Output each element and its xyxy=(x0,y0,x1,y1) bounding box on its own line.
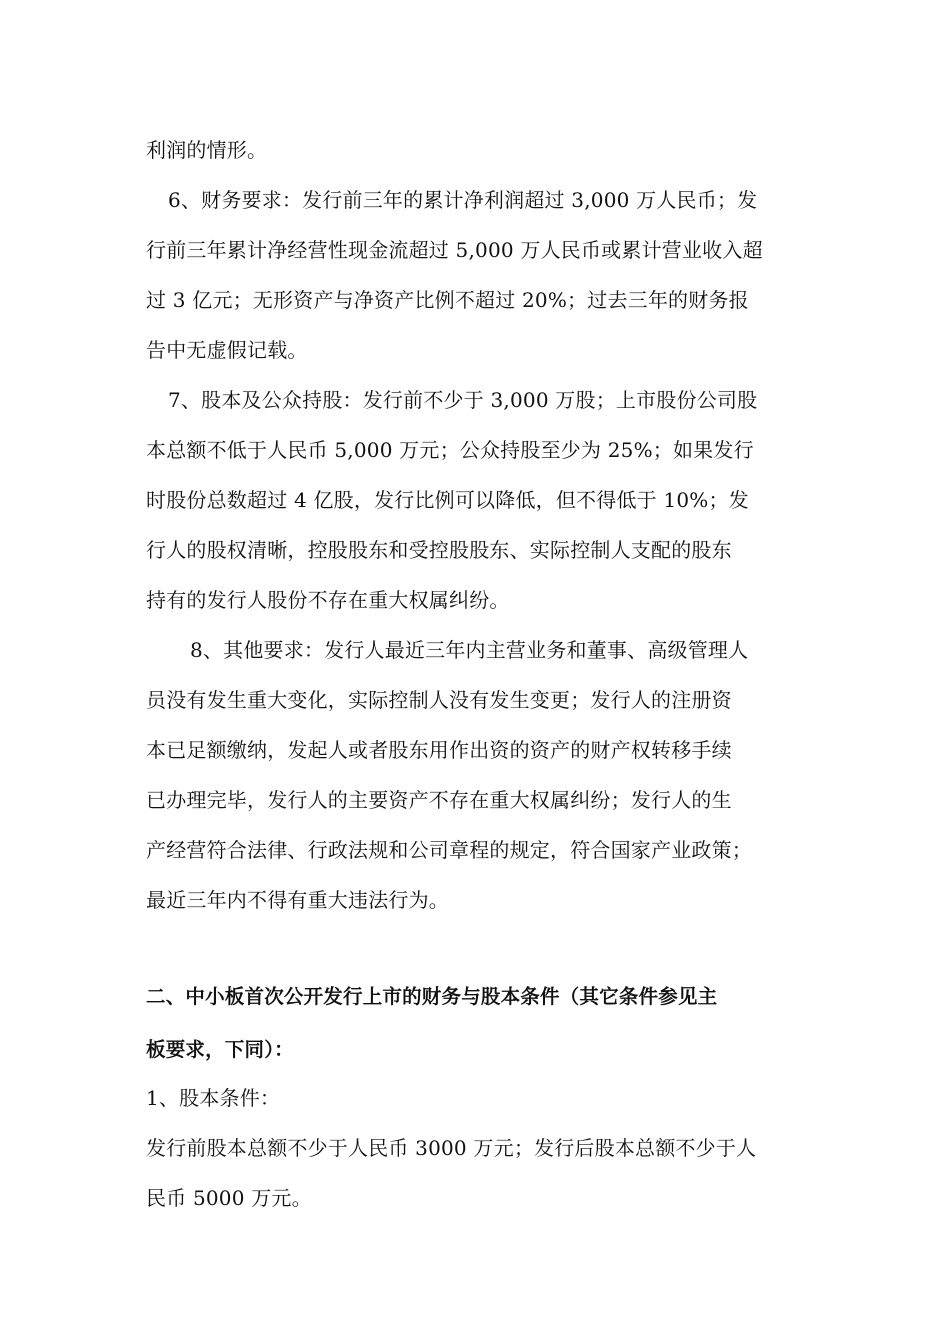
text-line-8: 时股份总数超过 4 亿股，发行比例可以降低，但不得低于 10%；发 xyxy=(146,488,749,512)
text-line-15: 产经营符合法律、行政法规和公司章程的规定，符合国家产业政策； xyxy=(146,838,752,862)
text-line-3: 行前三年累计净经营性现金流超过 5,000 万人民币或累计营业收入超 xyxy=(146,238,763,262)
text-line-12: 员没有发生重大变化，实际控制人没有发生变更；发行人的注册资 xyxy=(146,688,732,712)
text-line-11: 8、其他要求：发行人最近三年内主营业务和董事、高级管理人 xyxy=(190,638,749,662)
text-line-2: 6、财务要求：发行前三年的累计净利润超过 3,000 万人民币；发 xyxy=(168,188,758,212)
text-line-1: 利润的情形。 xyxy=(146,138,268,162)
section-heading-line-1: 二、中小板首次公开发行上市的财务与股本条件（其它条件参见主 xyxy=(146,985,718,1008)
text-line-7: 本总额不低于人民币 5,000 万元；公众持股至少为 25%；如果发行 xyxy=(146,438,754,462)
text-line-14: 已办理完毕，发行人的主要资产不存在重大权属纠纷；发行人的生 xyxy=(146,788,732,812)
text-line-21: 民币 5000 万元。 xyxy=(146,1186,312,1210)
text-line-16: 最近三年内不得有重大违法行为。 xyxy=(146,888,449,912)
text-line-20: 发行前股本总额不少于人民币 3000 万元；发行后股本总额不少于人 xyxy=(146,1136,757,1160)
text-line-19: 1、股本条件： xyxy=(146,1086,281,1110)
text-line-5: 告中无虚假记载。 xyxy=(146,338,308,362)
text-line-4: 过 3 亿元；无形资产与净资产比例不超过 20%；过去三年的财务报 xyxy=(146,288,749,312)
section-heading-line-2: 板要求，下同）： xyxy=(146,1038,294,1061)
text-line-6: 7、股本及公众持股：发行前不少于 3,000 万股；上市股份公司股 xyxy=(168,388,758,412)
text-line-10: 持有的发行人股份不存在重大权属纠纷。 xyxy=(146,588,510,612)
text-line-9: 行人的股权清晰，控股股东和受控股股东、实际控制人支配的股东 xyxy=(146,538,732,562)
text-line-13: 本已足额缴纳，发起人或者股东用作出资的资产的财产权转移手续 xyxy=(146,738,732,762)
